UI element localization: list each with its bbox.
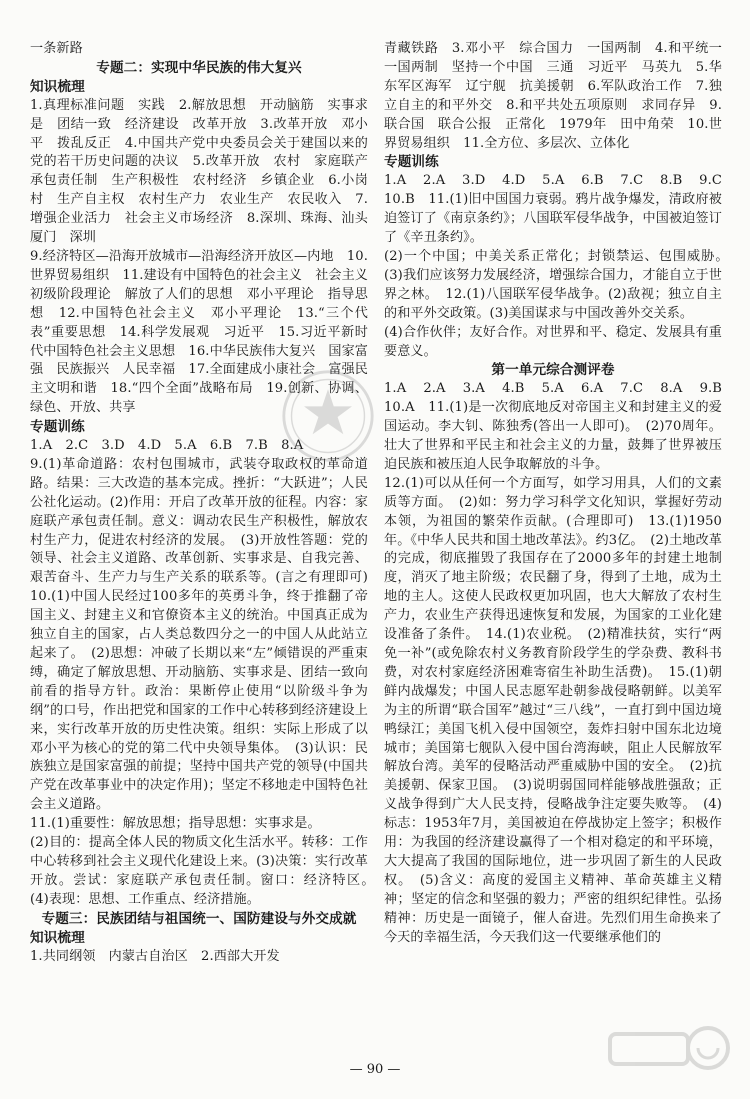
answer-paragraph: 1.真理标准问题 实践 2.解放思想 开动脑筋 实事求是 团结一致 经济建设 改革开放 3.改革开放 邓小平 拨乱反正 4.中国共产党中央委员会关于建国以来的党的若干历史问题的决议 5.改革开放 农村 家庭联产承包责任制 生产积极性 农村经济 乡镇企业 6.小岗村 生产自主权 农村生产力 农业生产 农民收入 7.增强企业活力 社会主义市场经济 8.深圳、珠海、汕头 厦门 深圳 xyxy=(30,97,382,246)
answer-paragraph: 一条新路 xyxy=(30,41,83,56)
answer-paragraph: 1.A 2.A 3.D 4.D 5.A 6.B 7.C 8.B 9.C 10.B 11.(1)旧中国国力衰弱。鸦片战争爆发，清政府被迫签订了《南京条约》；八国联军侵华战争，中国被迫签订了《辛丑条约》。 xyxy=(384,173,736,246)
answer-paragraph: 1.共同纲领 内蒙古自治区 2.西部大开发 xyxy=(30,948,280,964)
unit-title: 第一单元综合测评卷 xyxy=(491,362,615,379)
section-heading: 知识梳理 xyxy=(30,929,85,946)
right-column xyxy=(384,40,736,1050)
left-column xyxy=(30,40,382,1050)
answer-paragraph: (2)一个中国；中美关系正常化；封锁禁运、包围威胁。 (3)我们应该努力发展经济，增强综合国力，才能自立于世界之林。 12.(1)八国联军侵华战争。(2)敌视；独立自主的和平外交政策。(3)美国谋求与中国改善外交关系。 xyxy=(384,248,736,321)
watermark-logo-icon xyxy=(600,1022,740,1094)
answer-paragraph: 1.A 2.C 3.D 4.D 5.A 6.B 7.B 8.A xyxy=(30,438,304,454)
section-heading: 专题训练 xyxy=(384,154,439,171)
answer-paragraph: 1.A 2.A 3.A 4.B 5.A 6.A 7.C 8.A 9.B 10.A 11.(1)是一次彻底地反对帝国主义和封建主义的爱国运动。李大钊、陈独秀(答出一人即可)。 (2)70周年。壮大了世界和平民主和社会主义的力量，鼓舞了世界被压迫民族和被压迫人民争取解放的斗争。 xyxy=(384,381,736,472)
answer-paragraph: (4)合作伙伴；友好合作。对世界和平、稳定、发展具有重要意义。 xyxy=(384,324,722,359)
answer-paragraph: 青藏铁路 3.邓小平 综合国力 一国两制 4.和平统一 一国两制 坚持一个中国 三通 习近平 马英九 5.华东军区海军 辽宁舰 抗美援朝 6.军队政治工作 7.独立自主的和平外交 8.和平共处五项原则 求同存异 9.联合国 联合公报 正常化 1979年 田中角荣 10.世界贸易组织 11.全方位、多层次、立体化 xyxy=(384,41,736,151)
answer-paragraph: 9.(1)革命道路：农村包围城市，武装夺取政权的革命道路。结果：三大改造的基本完成。挫折：“大跃进”；人民公社化运动。(2)作用：开启了改革开放的征程。内容：家庭联产承包责任制。意义：调动农民生产积极性，解放农村生产力，促进农村经济的发展。 (3)开放性答题：党的领导、社会主义道路、改革创新、实事求是、自我完善、艰苦奋斗、生产力与生产关系的联系等。(言之有理即可) 10.(1)中国人民经过100多年的英勇斗争，终于推翻了帝国主义、封建主义和官僚资本主义的统治。中国真正成为独立自主的国家，占人类总数四分之一的中国人从此站立起来了。 (2)思想：冲破了长期以来“左”倾错误的严重束缚，确定了解放思想、开动脑筋、实事求是、团结一致向前看的指导方针。政治：果断停止使用“以阶级斗争为纲”的口号，作出把党和国家的工作中心转移到经济建设上来，实行改革开放的历史性决策。组织：实际上形成了以邓小平为核心的党的第二代中央领导集体。 (3)认识：民族独立是国家富强的前提；坚持中国共产党的领导(中国共产党在改革事业中的决定作用)；坚定不移地走中国特色社会主义道路。 xyxy=(30,456,382,813)
answer-paragraph: 11.(1)重要性：解放思想；指导思想：实事求是。 xyxy=(30,816,321,832)
page-body xyxy=(30,40,736,1050)
page-number: — 90 — xyxy=(349,1062,401,1077)
answer-paragraph: (2)目的：提高全体人民的物质文化生活水平。转移：工作中心转移到社会主义现代化建设上来。(3)决策：实行改革开放。尝试：家庭联产承包责任制。窗口：经济特区。 (4)表现：思想、工作重点、经济措施。 xyxy=(30,835,382,907)
seal-stamp-icon xyxy=(280,368,376,464)
section-title: 专题三：民族团结与祖国统一、国防建设与外交成就 xyxy=(41,910,357,927)
answer-paragraph: 9.经济特区—沿海开放城市—沿海经济开放区—内地 10.世界贸易组织 11.建设有中国特色的社会主义 社会主义初级阶段理论 解放了人们的思想 邓小平理论 指导思想 12.中国特色社会主义 邓小平理论 13.“三个代表”重要思想 14.科学发展观 习近平 15.习近平新时代中国特色社会主义思想 16.中华民族伟大复兴 国家富强 民族振兴 人民幸福 17.全面建成小康社会 富强民主文明和谐 18.“四个全面”战略布局 19.创新、协调、绿色、开放、共享 xyxy=(30,248,368,416)
section-title: 专题二：实现中华民族的伟大复兴 xyxy=(96,59,302,76)
answer-paragraph: 12.(1)可以从任何一个方面写，如学习用具，人们的文素质等方面。 (2)如：努力学习科学文化知识，掌握好劳动本领，为祖国的繁荣作贡献。(合理即可) 13.(1)1950年。《中华人民共和国土地改革法》。约3亿。 (2)土地改革的完成，彻底摧毁了我国存在了2000多年的封建土地制度，消灭了地主阶级；农民翻了身，得到了土地，成为土地的主人。这使人民政权更加巩固，也大大解放了农村生产力，农业生产获得迅速恢复和发展，为国家的工业化建设准备了条件。 14.(1)农业税。 (2)精准扶贫，实行“两免一补”(或免除农村义务教育阶段学生的学杂费、教科书费，对农村家庭经济困难寄宿生补助生活费)。 15.(1)朝鲜内战爆发；中国人民志愿军赴朝参战侵略朝鲜。以美军为主的所谓“联合国军”越过“三八线”，一直打到中国边境鸭绿江；美国飞机入侵中国领空，轰炸扫射中国东北边境城市；美国第七舰队入侵中国台湾海峡，阻止人民解放军解放台湾。美军的侵略活动严重威胁中国的安全。 (2)抗美援朝、保家卫国。 (3)说明弱国同样能够战胜强敌；正义战争得到广大人民支持，侵略战争注定要失败等。 (4)标志：1953年7月，美国被迫在停战协定上签字；积极作用：为我国的经济建设赢得了一个相对稳定的和平环境，大大提高了我国的国际地位，进一步巩固了新生的人民政权。 (5)含义：高度的爱国主义精神、革命英雄主义精神；坚定的信念和坚强的毅力；严密的组织纪律性。弘扬精神：历史是一面镜子，催人奋进。先烈们用生命换来了今天的幸福生活，今天我们这一代要继承他们的 xyxy=(384,475,722,945)
section-heading: 知识梳理 xyxy=(30,78,85,95)
section-heading: 专题训练 xyxy=(30,419,85,436)
